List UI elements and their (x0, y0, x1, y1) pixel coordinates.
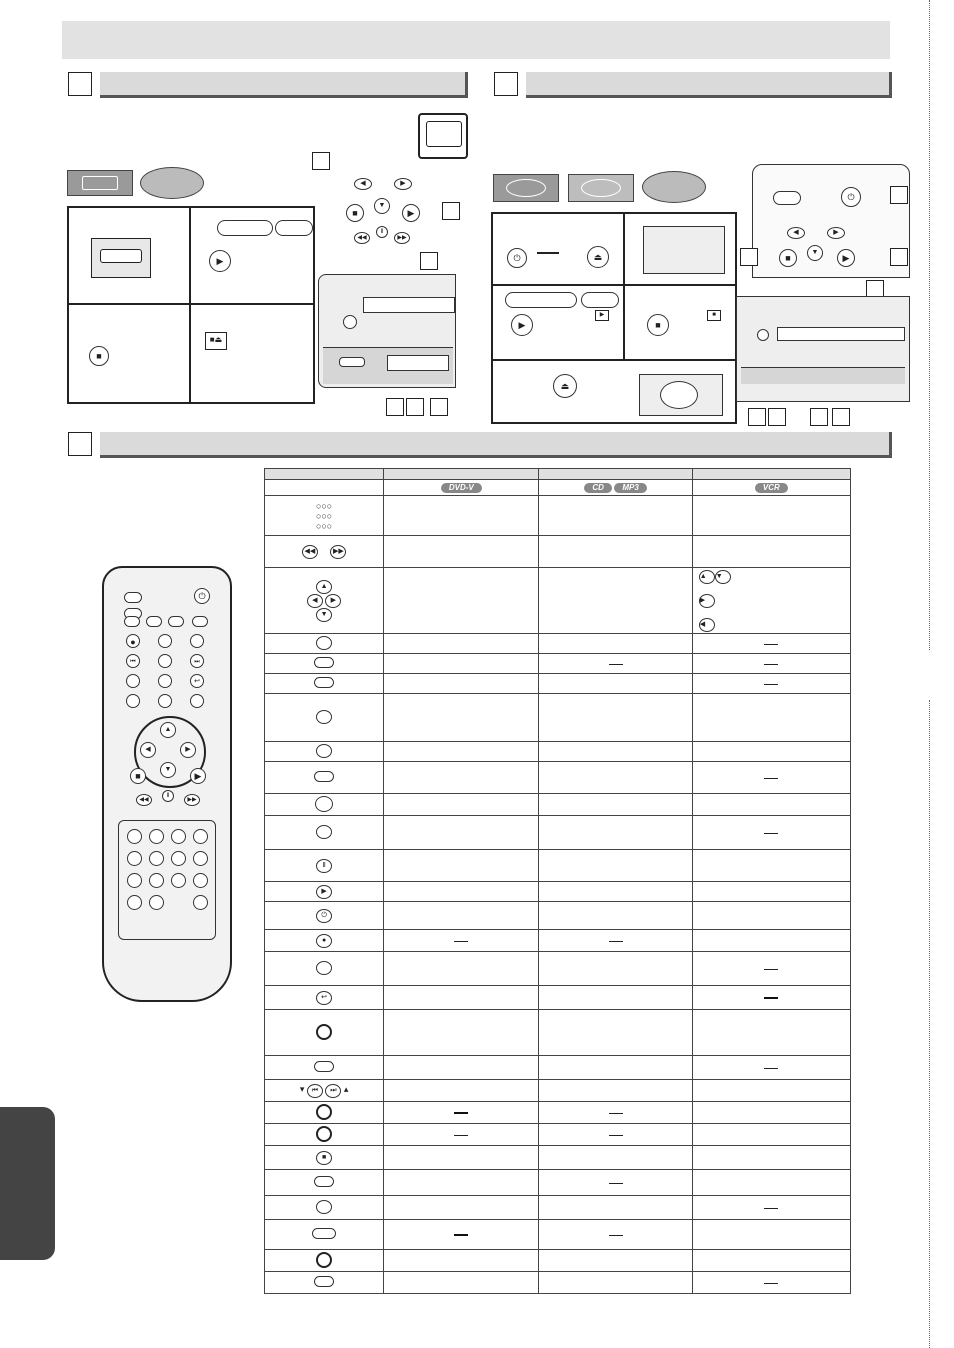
stop-icon[interactable]: ■ (130, 768, 146, 784)
not-available-mark (764, 684, 778, 685)
section-a-header (100, 72, 468, 98)
table-row: ▾ ⏮ ⏭ ▴ (265, 1080, 851, 1102)
not-available-mark (764, 997, 778, 999)
power-icon: ⏻ (507, 248, 527, 268)
callout-marker (768, 408, 786, 426)
disc-mix-icon (642, 171, 706, 203)
table-row (265, 742, 851, 762)
remote-control (102, 566, 232, 1002)
eject-icon: ⏏ (587, 246, 609, 268)
remote-button[interactable] (158, 694, 172, 708)
stop-eject-icon: ■⏏ (205, 332, 227, 350)
callout-marker (420, 252, 438, 270)
table-row (265, 568, 851, 634)
table-row (265, 1196, 851, 1220)
not-available-mark (764, 1208, 778, 1209)
remote-button[interactable] (158, 634, 172, 648)
record-icon[interactable]: ● (126, 634, 140, 648)
power-icon: ⏻ (841, 187, 861, 207)
remote-button[interactable] (168, 616, 184, 627)
function-table (264, 468, 851, 1294)
button-icon (316, 1104, 332, 1120)
table-row (265, 1102, 851, 1124)
vcr-logo: VCR (755, 483, 788, 493)
remote-button[interactable] (124, 592, 142, 603)
disc-steps-panel (491, 212, 737, 424)
table-row (265, 1170, 851, 1196)
remote-closeup-a (322, 170, 434, 250)
play-icon: ▶ (837, 249, 855, 267)
button-icon (312, 1228, 336, 1239)
button-icon (315, 796, 333, 812)
remote-button[interactable] (190, 634, 204, 648)
not-available-mark (764, 969, 778, 970)
not-available-mark (609, 664, 623, 665)
table-row (265, 634, 851, 654)
button-oval (773, 191, 801, 205)
numeric-keypad (118, 820, 216, 940)
fast-forward-icon: ▶▶ (394, 232, 410, 244)
table-header-cell (539, 469, 692, 480)
callout-marker (890, 186, 908, 204)
speech-bubble (505, 292, 577, 308)
tape-insert-illustration (91, 238, 151, 278)
table-header-cell (692, 469, 850, 480)
stop-indicator-icon: ■ (707, 310, 721, 321)
remote-button[interactable] (192, 616, 208, 627)
arrow-left-icon: ◀ (699, 618, 715, 632)
table-row (265, 762, 851, 794)
button-icon (316, 961, 332, 975)
table-row (265, 1220, 851, 1250)
table-row (265, 986, 851, 1010)
side-tab (0, 1107, 55, 1260)
disc-tray-illustration (643, 226, 725, 274)
button-icon (314, 657, 334, 668)
remote-closeup-b (752, 164, 910, 278)
button-icon (314, 771, 334, 782)
table-row (265, 536, 851, 568)
stop-icon: ■ (89, 346, 109, 366)
remote-button[interactable] (190, 694, 204, 708)
button-icon (314, 1061, 334, 1072)
table-header-cell (384, 469, 539, 480)
play-icon: ▶ (209, 250, 231, 272)
table-row (265, 654, 851, 674)
arrow-down-icon: ▼ (807, 245, 823, 261)
callout-marker (312, 152, 330, 170)
player-front-dvd (736, 296, 910, 402)
table-row (265, 902, 851, 930)
arrow-left-icon: ◀ (354, 178, 372, 190)
not-available-mark (454, 1135, 468, 1136)
remote-button[interactable] (126, 694, 140, 708)
arrow-left-icon[interactable]: ◀ (140, 742, 156, 758)
stop-icon: ■ (779, 249, 797, 267)
eject-icon: ⏏ (553, 374, 577, 398)
rewind-icon[interactable]: ◀◀ (136, 794, 152, 806)
skip-forward-icon: ⏭ (325, 1084, 341, 1098)
table-row (265, 882, 851, 902)
button-icon (314, 677, 334, 688)
vcr-steps-panel (67, 206, 315, 404)
remote-button[interactable] (126, 674, 140, 688)
stop-icon: ■ (316, 1151, 332, 1165)
not-available-mark (454, 1112, 468, 1114)
cd-logo: CD (584, 483, 612, 493)
pause-icon: Ⅱ (316, 859, 332, 873)
arrow-right-icon: ▶ (827, 227, 845, 239)
cut-line (929, 0, 930, 650)
table-row (265, 930, 851, 952)
speech-bubble (275, 220, 313, 236)
speech-bubble (581, 292, 619, 308)
table-row (265, 1010, 851, 1056)
power-icon[interactable]: ⏻ (194, 588, 210, 604)
not-available-mark (609, 941, 623, 942)
top-banner (62, 21, 890, 59)
section-a-marker (68, 72, 92, 96)
play-icon: ▶ (316, 885, 332, 899)
not-available-mark (609, 1235, 623, 1236)
not-available-mark (609, 1113, 623, 1114)
callout-marker (386, 398, 404, 416)
arrow-up-icon: ▲ (699, 570, 715, 584)
skip-back-icon: ⏮ (307, 1084, 323, 1098)
table-corner-cell (265, 480, 384, 496)
skip-forward-icon[interactable]: ⏭ (190, 654, 204, 668)
button-icon (316, 1252, 332, 1268)
button-icon (316, 825, 332, 839)
tv-icon (418, 113, 468, 159)
speech-bubble (217, 220, 273, 236)
table-row (265, 952, 851, 986)
section-b-marker (494, 72, 518, 96)
cd-disc-icon (568, 174, 634, 202)
callout-marker (810, 408, 828, 426)
play-icon: ▶ (402, 204, 420, 222)
rewind-icon: ◀◀ (354, 232, 370, 244)
arrow-right-icon: ▶ (699, 594, 715, 608)
section-c-header (100, 432, 892, 458)
return-icon[interactable]: ↩ (190, 674, 204, 688)
vhs-disc-mix-icon (140, 167, 204, 199)
skip-back-icon[interactable]: ⏮ (126, 654, 140, 668)
not-available-mark (454, 941, 468, 942)
table-row (265, 1250, 851, 1272)
not-available-mark (454, 1234, 468, 1236)
not-available-mark (609, 1183, 623, 1184)
arrow-left-icon: ◀ (787, 227, 805, 239)
player-front-vcr (318, 274, 456, 388)
arrow-up-icon[interactable]: ▲ (160, 722, 176, 738)
play-indicator-icon: ▶ (595, 310, 609, 321)
cursor-keys-icon: ▲ ◀ ▶ ▼ (265, 568, 384, 634)
table-row (265, 816, 851, 850)
arrow-right-icon (537, 252, 559, 254)
not-available-mark (764, 778, 778, 779)
pause-icon[interactable]: Ⅱ (162, 790, 174, 802)
remote-button[interactable] (146, 616, 162, 627)
arrow-right-icon: ▶ (394, 178, 412, 190)
not-available-mark (764, 1068, 778, 1069)
not-available-mark (764, 1283, 778, 1284)
rewind-icon: ◀◀ (302, 545, 318, 559)
button-icon (316, 1126, 332, 1142)
table-row (265, 1146, 851, 1170)
table-header-cell (265, 469, 384, 480)
remote-button[interactable] (124, 616, 140, 627)
button-icon (316, 744, 332, 758)
table-row (265, 1056, 851, 1080)
not-available-mark (609, 1135, 623, 1136)
arrow-down-icon: ▼ (715, 570, 731, 584)
button-icon (316, 636, 332, 650)
dvd-logo: DVD-V (441, 483, 482, 493)
callout-marker (832, 408, 850, 426)
mp3-logo: MP3 (614, 483, 646, 493)
button-icon (316, 1024, 332, 1040)
callout-marker (890, 248, 908, 266)
remote-button[interactable] (158, 674, 172, 688)
table-row (265, 694, 851, 742)
table-row (265, 794, 851, 816)
play-icon: ▶ (511, 314, 533, 336)
arrow-right-icon[interactable]: ▶ (180, 742, 196, 758)
section-b-header (526, 72, 892, 98)
dvd-disc-icon (493, 174, 559, 202)
button-icon (314, 1176, 334, 1187)
record-icon: ● (316, 934, 332, 948)
table-row (265, 1272, 851, 1294)
return-icon: ↩ (316, 991, 332, 1005)
table-row (265, 850, 851, 882)
callout-marker (442, 202, 460, 220)
fast-forward-icon[interactable]: ▶▶ (184, 794, 200, 806)
vhs-cassette-icon (67, 170, 133, 196)
arrow-down-icon[interactable]: ▼ (160, 762, 176, 778)
not-available-mark (764, 833, 778, 834)
table-row (265, 674, 851, 694)
section-c-marker (68, 432, 92, 456)
play-icon[interactable]: ▶ (190, 768, 206, 784)
callout-marker (430, 398, 448, 416)
table-row (265, 1124, 851, 1146)
button-icon (314, 1276, 334, 1287)
table-row (265, 496, 851, 536)
power-icon: ⏻ (316, 909, 332, 923)
fast-forward-icon: ▶▶ (330, 545, 346, 559)
arrow-down-icon: ▼ (374, 198, 390, 214)
disc-out-illustration (639, 374, 723, 416)
stop-icon: ■ (647, 314, 669, 336)
button-icon (316, 1200, 332, 1214)
pause-icon: Ⅱ (376, 226, 388, 238)
numeric-keys-icon: ○○○ ○○○ ○○○ (265, 496, 384, 536)
button-icon (316, 710, 332, 724)
not-available-mark (764, 644, 778, 645)
stop-icon: ■ (346, 204, 364, 222)
callout-marker (406, 398, 424, 416)
callout-marker (740, 248, 758, 266)
cut-line (929, 700, 930, 1348)
remote-button[interactable] (158, 654, 172, 668)
callout-marker (748, 408, 766, 426)
not-available-mark (764, 664, 778, 665)
